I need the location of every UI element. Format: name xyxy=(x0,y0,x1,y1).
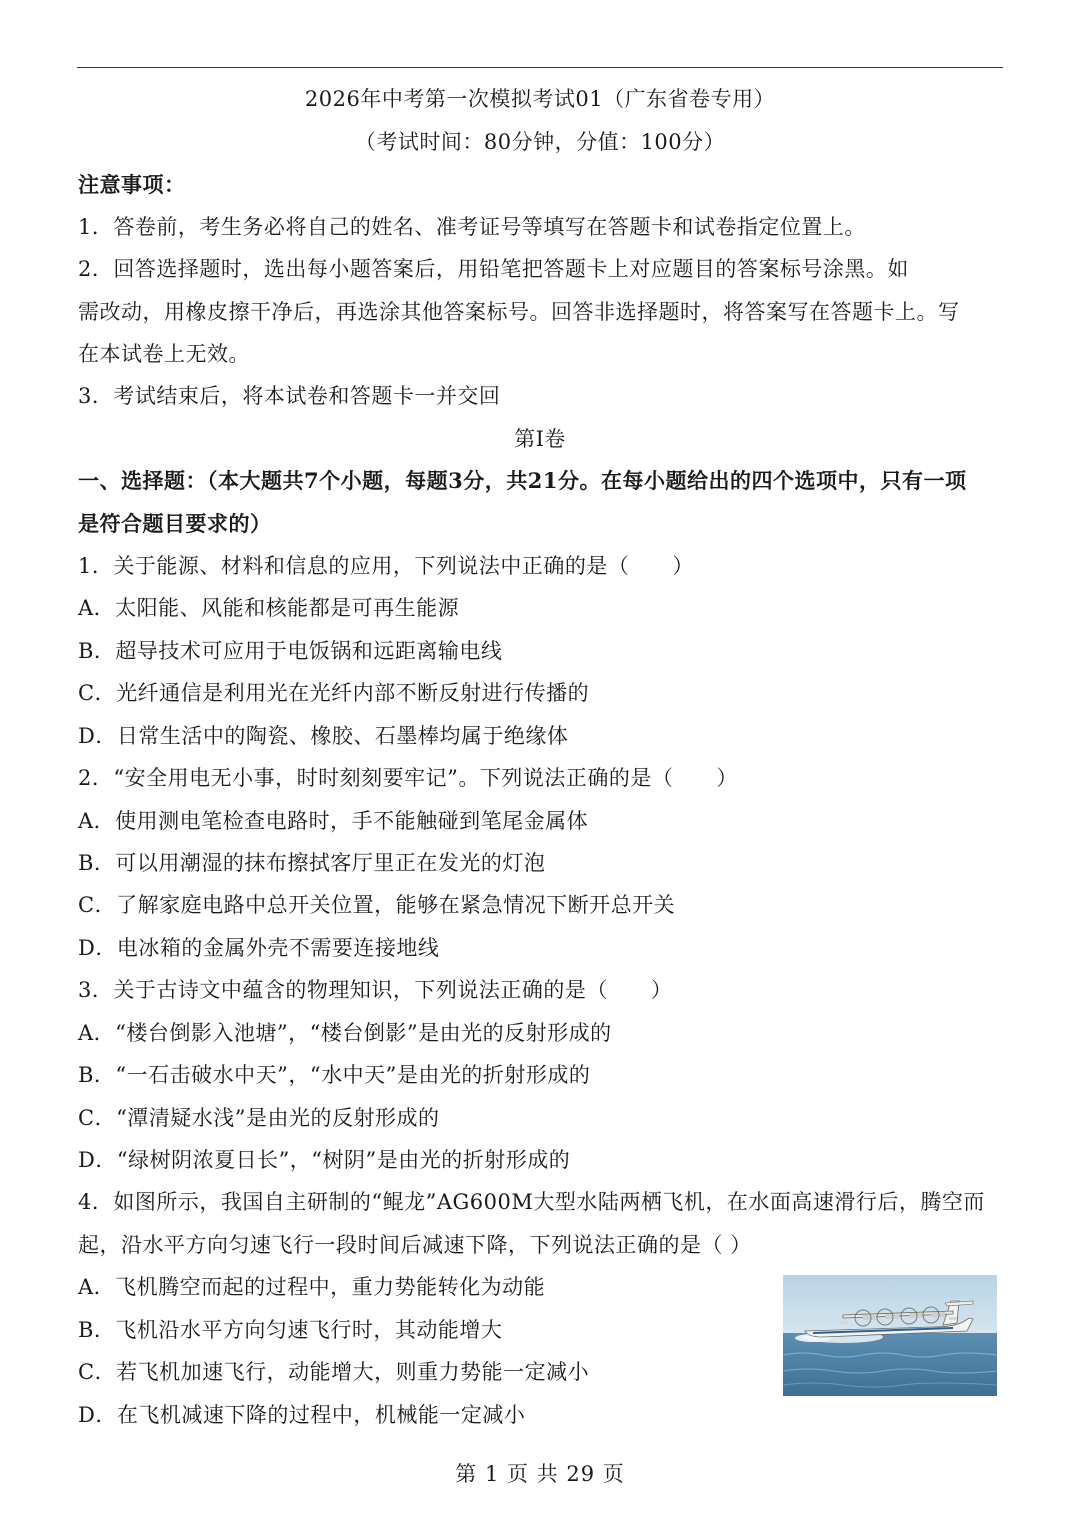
notice-line: 1．答卷前，考生务必将自己的姓名、准考证号等填写在答题卡和试卷指定位置上。 xyxy=(78,215,866,239)
exam-title: 2026年中考第一次模拟考试01（广东省卷专用） xyxy=(304,87,776,111)
notice-line: 在本试卷上无效。 xyxy=(78,342,250,366)
page-footer: 第 1 页 共 29 页 xyxy=(455,1462,625,1486)
question-stem: 起，沿水平方向匀速飞行一段时间后减速下降，下列说法正确的是（ ） xyxy=(78,1233,752,1257)
question-option: B．“一石击破水中天”，“水中天”是由光的折射形成的 xyxy=(78,1063,591,1087)
question-option: A．使用测电笔检查电路时，手不能触碰到笔尾金属体 xyxy=(78,809,589,833)
question-stem: 4．如图所示，我国自主研制的“鲲龙”AG600M大型水陆两栖飞机，在水面高速滑行后，腾空而 xyxy=(78,1190,985,1214)
question-option: D．“绿树阴浓夏日长”，“树阴”是由光的折射形成的 xyxy=(78,1148,571,1172)
section-heading: 一、选择题：（本大题共7个小题，每题3分，共21分。在每小题给出的四个选项中，只有一项 xyxy=(78,468,967,493)
volume-title: 第Ⅰ卷 xyxy=(514,427,566,451)
question-stem: 1．关于能源、材料和信息的应用，下列说法中正确的是（ ） xyxy=(78,554,694,578)
question-option: A．飞机腾空而起的过程中，重力势能转化为动能 xyxy=(78,1275,546,1299)
notice-line: 2．回答选择题时，选出每小题答案后，用铅笔把答题卡上对应题目的答案标号涂黑。如 xyxy=(78,257,909,281)
question-option: C．了解家庭电路中总开关位置，能够在紧急情况下断开总开关 xyxy=(78,893,676,917)
question-option: D．电冰箱的金属外壳不需要连接地线 xyxy=(78,936,440,960)
question-option: B．可以用潮湿的抹布擦拭客厅里正在发光的灯泡 xyxy=(78,851,546,875)
question-option: B．飞机沿水平方向匀速飞行时，其动能增大 xyxy=(78,1318,503,1342)
question-stem: 2．“安全用电无小事，时时刻刻要牢记”。下列说法正确的是（ ） xyxy=(78,766,738,790)
exam-subtitle: （考试时间：80分钟，分值：100分） xyxy=(354,130,726,154)
question-option: C．“潭清疑水浅”是由光的反射形成的 xyxy=(78,1106,440,1130)
question-stem: 3．关于古诗文中蕴含的物理知识，下列说法正确的是（ ） xyxy=(78,978,673,1002)
question-option: D．在飞机减速下降的过程中，机械能一定减小 xyxy=(78,1403,526,1427)
question-option: D．日常生活中的陶瓷、橡胶、石墨棒均属于绝缘体 xyxy=(78,724,569,748)
notice-line: 3．考试结束后，将本试卷和答题卡一并交回 xyxy=(78,384,501,408)
question-option: C．若飞机加速飞行，动能增大，则重力势能一定减小 xyxy=(78,1360,590,1384)
section-heading: 是符合题目要求的） xyxy=(78,511,272,536)
question-option: A．太阳能、风能和核能都是可再生能源 xyxy=(78,596,460,620)
notice-line: 需改动，用橡皮擦干净后，再选涂其他答案标号。回答非选择题时，将答案写在答题卡上。写 xyxy=(78,300,960,324)
seaplane-image xyxy=(783,1275,997,1396)
seaplane-photo xyxy=(783,1275,997,1396)
question-option: A．“楼台倒影入池塘”，“楼台倒影”是由光的反射形成的 xyxy=(78,1021,612,1045)
question-option: B．超导技术可应用于电饭锅和远距离输电线 xyxy=(78,639,503,663)
notice-heading: 注意事项： xyxy=(78,172,186,197)
header-rule xyxy=(77,67,1003,68)
question-option: C．光纤通信是利用光在光纤内部不断反射进行传播的 xyxy=(78,681,590,705)
